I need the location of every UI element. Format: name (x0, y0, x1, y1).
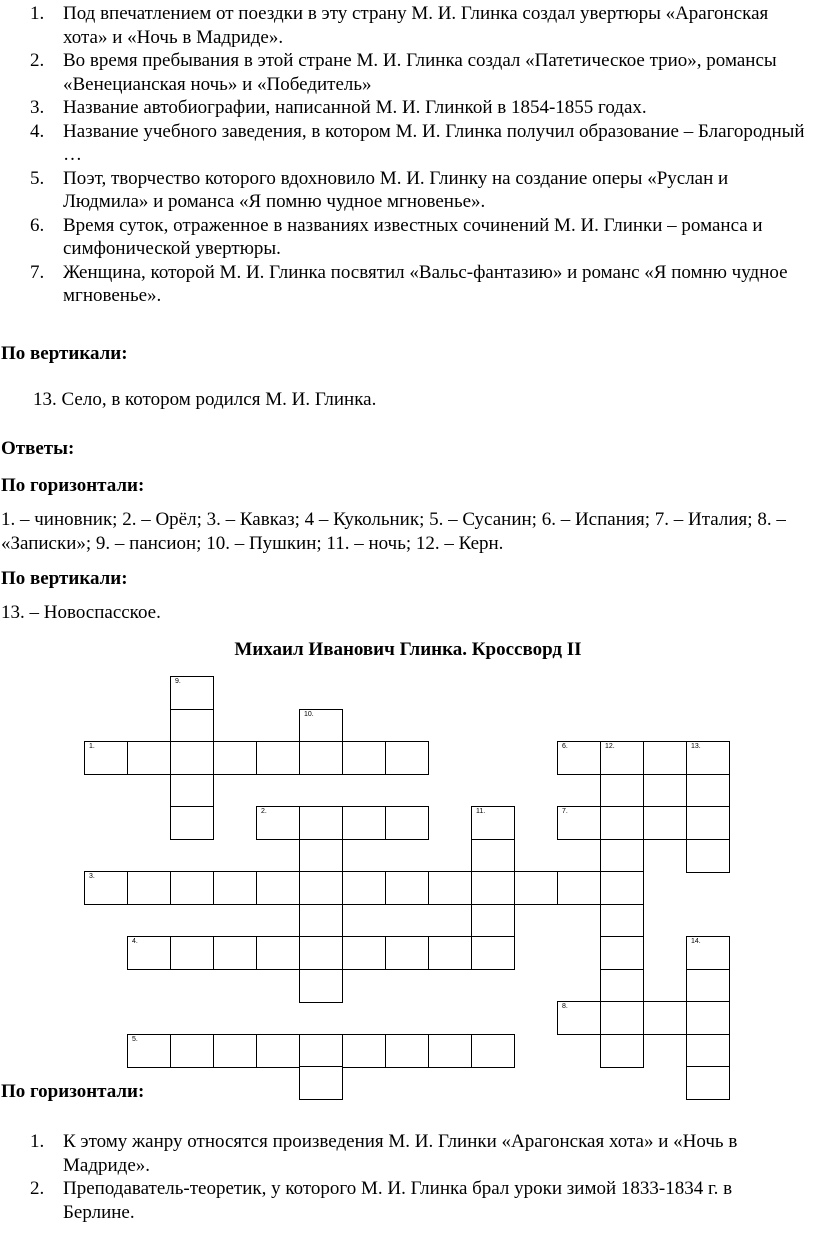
clue-number: 2. (30, 1178, 45, 1199)
cell-number-label: 13. (691, 743, 701, 750)
crossword-cell[interactable] (299, 839, 343, 873)
crossword-cell[interactable] (600, 806, 644, 840)
clue-number: 7. (30, 261, 45, 283)
crossword-cell[interactable] (170, 741, 214, 775)
crossword-cell[interactable] (600, 774, 644, 808)
cell-number-label: 3. (89, 873, 95, 880)
crossword-title: Михаил Иванович Глинка. Кроссворд II (234, 639, 582, 660)
answers-vertical-heading: По вертикали: (1, 568, 128, 589)
crossword-cell[interactable] (428, 871, 472, 905)
crossword-cell[interactable] (643, 741, 687, 775)
crossword-cell[interactable] (557, 1001, 601, 1035)
crossword-cell[interactable] (256, 871, 300, 905)
clue-text: Название автобиографии, написанной М. И. Глинкой в 1854-1855 годах. (63, 97, 647, 118)
crossword-cell[interactable] (213, 741, 257, 775)
crossword-cell[interactable] (256, 1034, 300, 1068)
clue-text: Название учебного заведения, в котором М. И. Глинка получил образование – Благородный … (63, 120, 805, 165)
crossword-cell[interactable] (471, 904, 515, 938)
list-item (0, 261, 816, 308)
list-item (0, 49, 816, 96)
crossword-cell[interactable] (600, 741, 644, 775)
cell-number-label: 6. (562, 743, 568, 750)
cell-number-label: 5. (132, 1036, 138, 1043)
crossword-cell[interactable] (299, 969, 343, 1003)
bottom-heading: По горизонтали: (1, 1081, 145, 1102)
crossword-cell[interactable] (342, 806, 386, 840)
cell-number-label: 10. (304, 711, 314, 718)
cell-number-label: 11. (476, 808, 486, 815)
crossword-cell[interactable] (385, 1034, 429, 1068)
vertical-heading: По вертикали: (1, 343, 128, 364)
clue-text: Преподаватель-теоретик, у которого М. И. Глинка брал уроки зимой 1833-1834 г. в Берлине. (63, 1178, 733, 1223)
crossword-cell[interactable] (686, 741, 730, 775)
crossword-cell[interactable] (471, 1034, 515, 1068)
crossword-cell[interactable] (299, 904, 343, 938)
clue-text: К этому жанру относятся произведения М. И. Глинки «Арагонская хота» и «Ночь в Мадриде». (63, 1131, 738, 1176)
crossword-cell[interactable] (686, 839, 730, 873)
clue-number: 1. (30, 3, 45, 24)
clue-text: Поэт, творчество которого вдохновило М. И. Глинку на создание оперы «Руслан и Людмила» и романса «Я помню чудное мгновенье». (63, 167, 729, 212)
crossword-cell[interactable] (557, 741, 601, 775)
crossword-cell[interactable] (84, 741, 128, 775)
clue-number: 1. (30, 1131, 45, 1152)
crossword-cell[interactable] (299, 936, 343, 970)
clue-text: Время суток, отраженное в названиях известных сочинений М. И. Глинки – романса и симфонической увертюры. (63, 214, 763, 259)
crossword-cell[interactable] (471, 806, 515, 840)
crossword-cell[interactable] (170, 676, 214, 710)
crossword-cell[interactable] (385, 871, 429, 905)
crossword-cell[interactable] (299, 709, 343, 743)
crossword-cell[interactable] (643, 806, 687, 840)
crossword-cell[interactable] (299, 1034, 343, 1068)
vertical-clue: 13. Село, в котором родился М. И. Глинка. (33, 389, 377, 410)
crossword-cell[interactable] (471, 871, 515, 905)
clue-number: 5. (30, 167, 45, 189)
crossword-cell[interactable] (385, 741, 429, 775)
crossword-cell[interactable] (342, 871, 386, 905)
crossword-cell[interactable] (170, 774, 214, 808)
crossword-cell[interactable] (299, 871, 343, 905)
cell-number-label: 1. (89, 743, 95, 750)
cell-number-label: 12. (605, 743, 615, 750)
crossword-cell[interactable] (299, 741, 343, 775)
clue-number: 3. (30, 97, 45, 118)
crossword-cell[interactable] (686, 1034, 730, 1068)
crossword-cell[interactable] (342, 936, 386, 970)
crossword-cell[interactable] (127, 741, 171, 775)
crossword-cell[interactable] (514, 871, 558, 905)
crossword-cell[interactable] (256, 741, 300, 775)
cell-number-label: 2. (261, 808, 267, 815)
crossword-cell[interactable] (127, 871, 171, 905)
crossword-cell[interactable] (342, 741, 386, 775)
crossword-cell[interactable] (600, 969, 644, 1003)
crossword-cell[interactable] (686, 936, 730, 970)
bottom-clue-list (0, 1130, 816, 1224)
clue-number: 6. (30, 214, 45, 236)
crossword-cell[interactable] (299, 1066, 343, 1100)
crossword-cell[interactable] (557, 806, 601, 840)
cell-number-label: 14. (691, 938, 701, 945)
crossword-cell[interactable] (385, 936, 429, 970)
answers-vertical-text: 13. – Новоспасское. (1, 602, 161, 623)
crossword-cell[interactable] (428, 1034, 472, 1068)
list-item (0, 1177, 816, 1224)
answers-horizontal-heading: По горизонтали: (1, 475, 145, 496)
crossword-cell[interactable] (686, 1066, 730, 1100)
clue-number: 2. (30, 50, 45, 71)
crossword-cell[interactable] (600, 936, 644, 970)
crossword-cell[interactable] (213, 936, 257, 970)
answers-horizontal-text: 1. – чиновник; 2. – Орёл; 3. – Кавказ; 4 – Кукольник; 5. – Сусанин; 6. – Испания; 7. – Италия; 8. – «Записки»; 9. – пансион; 10. – Пушкин; 11. – ночь; 12. – Керн. (1, 509, 786, 554)
crossword-cell[interactable] (471, 839, 515, 873)
crossword-cell[interactable] (600, 904, 644, 938)
list-item (0, 96, 816, 120)
crossword-cell[interactable] (428, 936, 472, 970)
crossword-cell[interactable] (213, 1034, 257, 1068)
crossword-cell[interactable] (256, 806, 300, 840)
clue-text: Женщина, которой М. И. Глинка посвятил «Вальс-фантазию» и романс «Я помню чудное мгновенье». (63, 261, 788, 306)
crossword-cell[interactable] (686, 806, 730, 840)
crossword-cell[interactable] (600, 1001, 644, 1035)
list-item (0, 167, 816, 214)
cell-number-label: 4. (132, 938, 138, 945)
crossword-cell[interactable] (84, 871, 128, 905)
crossword-cell[interactable] (256, 936, 300, 970)
crossword-cell[interactable] (127, 936, 171, 970)
clue-text: Под впечатлением от поездки в эту страну М. И. Глинка создал увертюры «Арагонская хота» и «Ночь в Мадриде». (63, 3, 769, 48)
list-item (0, 2, 816, 49)
crossword-cell[interactable] (170, 806, 214, 840)
clue-number: 4. (30, 120, 45, 142)
answers-heading: Ответы: (1, 438, 75, 459)
crossword-cell[interactable] (643, 1001, 687, 1035)
cell-number-label: 8. (562, 1003, 568, 1010)
crossword-cell[interactable] (686, 1001, 730, 1035)
top-clue-list (0, 2, 816, 308)
crossword-cell[interactable] (385, 806, 429, 840)
list-item (0, 1130, 816, 1177)
crossword-cell[interactable] (170, 1034, 214, 1068)
crossword-cell[interactable] (686, 969, 730, 1003)
crossword-cell[interactable] (170, 936, 214, 970)
crossword-cell[interactable] (600, 839, 644, 873)
crossword-cell[interactable] (213, 871, 257, 905)
list-item (0, 214, 816, 261)
list-item (0, 120, 816, 167)
crossword-cell[interactable] (600, 1034, 644, 1068)
cell-number-label: 9. (175, 678, 181, 685)
crossword-cell[interactable] (600, 871, 644, 905)
crossword-cell[interactable] (127, 1034, 171, 1068)
cell-number-label: 7. (562, 808, 568, 815)
crossword-cell[interactable] (557, 871, 601, 905)
crossword-cell[interactable] (170, 871, 214, 905)
clue-text: Во время пребывания в этой стране М. И. Глинка создал «Патетическое трио», романсы «Венецианская ночь» и «Победитель» (63, 50, 777, 95)
crossword-cell[interactable] (170, 709, 214, 743)
crossword-cell[interactable] (299, 806, 343, 840)
crossword-cell[interactable] (471, 936, 515, 970)
crossword-cell[interactable] (686, 774, 730, 808)
crossword-cell[interactable] (342, 1034, 386, 1068)
